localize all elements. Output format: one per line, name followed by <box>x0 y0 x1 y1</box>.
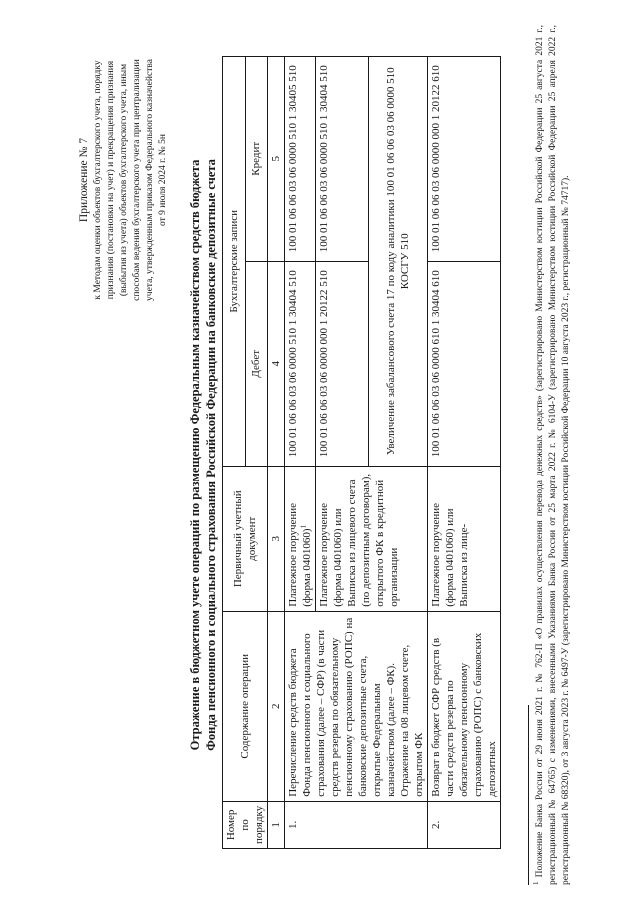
header-entries: Бухгалтерские записи <box>223 56 246 466</box>
table-row <box>285 56 316 848</box>
row-number: 2. <box>428 801 501 848</box>
appendix-line: к Методам оценки объектов бухгалтерского учета, порядку <box>93 60 103 300</box>
debit-entry: 100 01 06 06 03 06 0000 000 1 20122 510 <box>316 261 369 466</box>
column-number: 2 <box>268 611 285 801</box>
credit-entry: 100 01 06 06 03 06 0000 510 1 30404 510 <box>316 56 369 261</box>
footnote-text: Положение Банка России от 29 июня 2021 г. № 762-П «О правилах осуществления перевода денежных средств» (зарегистрировано Министерством юстиции Российской Федерации 25 августа 2021 г., регистрационный № 64765) с изменениями, внесенными Указаниями Банка России от 25 марта 2022 г. № 6104-У (зарегистрировано Министерством юстиции Российской Федерации 25 апреля 2022 г., регистрационный № 68320), от 3 августа 2023 г. № 6497-У (зарегистрировано Министерством юстиции Российской Федерации 10 августа 2023 г., регистрационный № 74717). <box>535 25 571 885</box>
appendix-title: Приложение № 7 <box>78 137 90 223</box>
appendix-header <box>78 25 170 335</box>
document-title <box>187 125 219 785</box>
footnote-mark: 1 <box>531 881 540 885</box>
off-balance-entry: Увеличение забалансового счета 17 по коду аналитики 100 01 06 06 03 06 0000 510 КОСГУ 510 <box>369 56 428 466</box>
header-credit: Кредит <box>245 56 268 261</box>
primary-document <box>285 466 316 611</box>
column-number: 5 <box>268 56 285 261</box>
credit-entry: 100 01 06 06 03 06 0000 510 1 30405 510 <box>285 56 316 261</box>
header-document: Первичный учетный документ <box>223 466 268 611</box>
footnote <box>531 25 573 885</box>
header-number: Номер по порядку <box>223 801 268 848</box>
appendix-line: признания (постановки на учет) и прекращения признания <box>106 60 116 300</box>
title-line: Отражение в бюджетном учете операций по размещению Федеральным казначейством средств бюджета <box>188 159 202 751</box>
operations-table <box>222 56 501 849</box>
header-debit: Дебет <box>245 261 268 466</box>
title-line: Фонда пенсионного и социального страхования Российской Федерации на банковские депозитные счета <box>204 159 218 751</box>
appendix-line: (выбытия из учета) объектов бухгалтерского учета, иным <box>119 63 129 297</box>
primary-document: Платежное поручение (форма 0401060) или Выписка из лице- <box>428 466 501 611</box>
column-number: 3 <box>268 466 285 611</box>
debit-entry: 100 01 06 06 03 06 0000 610 1 30404 610 <box>428 261 501 466</box>
column-number: 4 <box>268 261 285 466</box>
debit-entry: 100 01 06 06 03 06 0000 510 1 30404 510 <box>285 261 316 466</box>
footnote-ref: 1 <box>299 524 308 529</box>
document-text: Платежное поручение (форма 0401060) <box>287 502 313 607</box>
appendix-line: способам ведения бухгалтерского учета при централизации <box>132 59 142 301</box>
primary-document: Платежное поручение (форма 0401060) или Выписка из лицевого счета (по депозитным договорам), открытого ФК в кредитной организации <box>316 466 428 611</box>
appendix-line: от 9 июля 2024 г. № 5н <box>158 134 168 226</box>
operation-content: Перечисление средств бюджета Фонда пенсионного и социального страхования (далее – СФР) (в части средств резерва по обязательному пенсионному страхованию (РОПС) на банковские депозитные счета, открытые Федеральным казначейством (далее – ФК). Отражение на 08 лицевом счете, открытом ФК <box>285 611 428 801</box>
column-number: 1 <box>268 801 285 848</box>
table-row <box>428 56 501 848</box>
appendix-line: учета, утвержденным приказом Федерального казначейства <box>145 59 155 301</box>
row-number: 1. <box>285 801 428 848</box>
header-content: Содержание операции <box>223 611 268 801</box>
footnote-divider <box>528 705 529 885</box>
operation-content: Возврат в бюджет СФР средств (в части средств резерва по обязательному пенсионному страхованию (РОПС) с банковских депозитных <box>428 611 501 801</box>
credit-entry: 100 01 06 06 03 06 0000 000 1 20122 610 <box>428 56 501 261</box>
column-numbers-row <box>268 56 285 848</box>
